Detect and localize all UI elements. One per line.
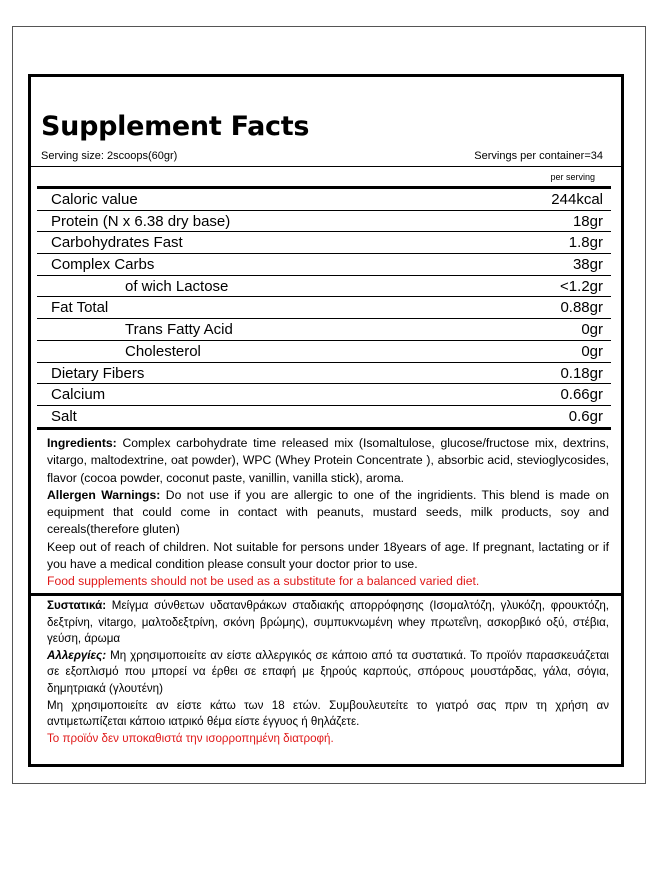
serving-size: Serving size: 2scoops(60gr) — [41, 150, 178, 162]
nutrient-label: Complex Carbs — [51, 256, 155, 274]
ingredients-label: Ingredients: — [47, 436, 117, 450]
nutrient-label: Calcium — [51, 386, 106, 404]
nutrient-value: 0.6gr — [568, 407, 603, 425]
warning-text: Keep out of reach of children. Not suitable for persons under 18years of age. If pregnant, lactating or if you have a medical condition please consult your doctor prior to use. — [47, 539, 609, 572]
english-text-block — [47, 435, 609, 591]
warning-text: Μη χρησιμοποιείτε αν είστε κάτω των 18 ετών. Συμβουλευτείτε το γιατρό σας πριν τη χρήση αν αντιμετωπίζεται κάποιο ιατρικό θέμα είστε έγγυος ή θηλάζετε. — [47, 698, 609, 729]
nutrient-value: <1.2gr — [560, 277, 603, 295]
panel-title: Supplement Facts — [41, 111, 310, 142]
nutrient-label: Protein (N x 6.38 dry base) — [51, 212, 231, 230]
ingredients-text: Complex carbohydrate time released mix (Isomaltulose, glucose/fructose mix, dextrins, vitargo, maltodextrine, oat powder), WPC (Whey Protein Concentrate ), absorbic acid, stevioglycosides, flavor (cocoa powder, coconut paste, vanillin, vanilla stick), aroma. — [47, 436, 609, 485]
ingredients-text: Μείγμα σύνθετων υδατανθράκων σταδιακής απορρόφησης (Ισομαλτόζη, γλυκόζη, φρουκτόζη, δεξτρίνη, vitargo, μαλτοδεξτρίνη, σκόνη βρώμης), συμπυκνωμένη whey πρωτεΐνη, ασκορβικό οξύ, στέβια, γεύση, άρωμα — [47, 599, 609, 646]
nutrient-label: of wich Lactose — [125, 277, 229, 295]
language-divider — [31, 593, 621, 596]
servings-per-container: Servings per container=34 — [474, 150, 603, 162]
disclaimer-text: Το προϊόν δεν υποκαθιστά την ισορροπημένη διατροφή. — [47, 731, 334, 745]
ingredients-label: Συστατικά: — [47, 599, 107, 612]
nutrient-row-sub — [37, 276, 611, 298]
ingredients-paragraph — [47, 435, 609, 487]
nutrient-label: Salt — [51, 407, 77, 425]
nutrient-row — [37, 211, 611, 233]
nutrient-row — [37, 297, 611, 319]
nutrient-value: 0.66gr — [560, 386, 603, 404]
nutrient-row — [37, 189, 611, 211]
nutrient-label: Cholesterol — [125, 342, 201, 360]
ingredients-paragraph — [47, 598, 609, 648]
supplement-facts-panel — [28, 74, 624, 767]
nutrient-row — [37, 232, 611, 254]
nutrient-row — [37, 384, 611, 406]
nutrient-row — [37, 406, 611, 430]
allergen-paragraph — [47, 648, 609, 698]
nutrient-value: 0.88gr — [560, 299, 603, 317]
nutrient-value: 0.18gr — [560, 364, 603, 382]
allergen-label: Allergen Warnings: — [47, 487, 161, 502]
nutrient-label: Carbohydrates Fast — [51, 234, 183, 252]
allergen-text: Do not use if you are allergic to one of the ingridients. This blend is made on equipment that could come in contact with peanuts, mustard seeds, milk products, soy and cereals(therefore gluten) — [47, 487, 610, 537]
allergen-text: Μη χρησιμοποιείτε αν είστε αλλεργικός σε κάποιο από τα συστατικά. Το προϊόν παρασκευάζεται σε εξοπλισμό που μπορεί να έρθει σε επαφή με ξηρούς καρπούς, σπόρους μουστάρδας, γάλα, σόγια, δημητριακά (γλουτένη) — [47, 648, 609, 695]
nutrient-row — [37, 363, 611, 385]
nutrient-label: Dietary Fibers — [51, 364, 145, 382]
nutrient-value: 0gr — [581, 321, 603, 339]
nutrient-row-sub — [37, 319, 611, 341]
per-serving-heading: per serving — [550, 172, 595, 182]
nutrient-row-sub — [37, 341, 611, 363]
nutrient-value: 18gr — [572, 212, 603, 230]
nutrient-row — [37, 254, 611, 276]
nutrient-value: 38gr — [572, 256, 603, 274]
nutrient-value: 1.8gr — [568, 234, 603, 252]
greek-text-block — [47, 598, 609, 747]
nutrient-table — [37, 186, 611, 430]
nutrient-value: 0gr — [581, 342, 603, 360]
nutrient-label: Trans Fatty Acid — [125, 321, 233, 339]
nutrient-value: 244kcal — [551, 191, 603, 208]
nutrient-label: Fat Total — [51, 299, 109, 317]
header-divider — [31, 166, 621, 167]
allergen-label: Αλλεργίες: — [47, 648, 107, 662]
disclaimer-text: Food supplements should not be used as a substitute for a balanced varied diet. — [47, 574, 480, 589]
nutrient-label: Caloric value — [51, 191, 138, 208]
allergen-paragraph — [47, 487, 609, 539]
